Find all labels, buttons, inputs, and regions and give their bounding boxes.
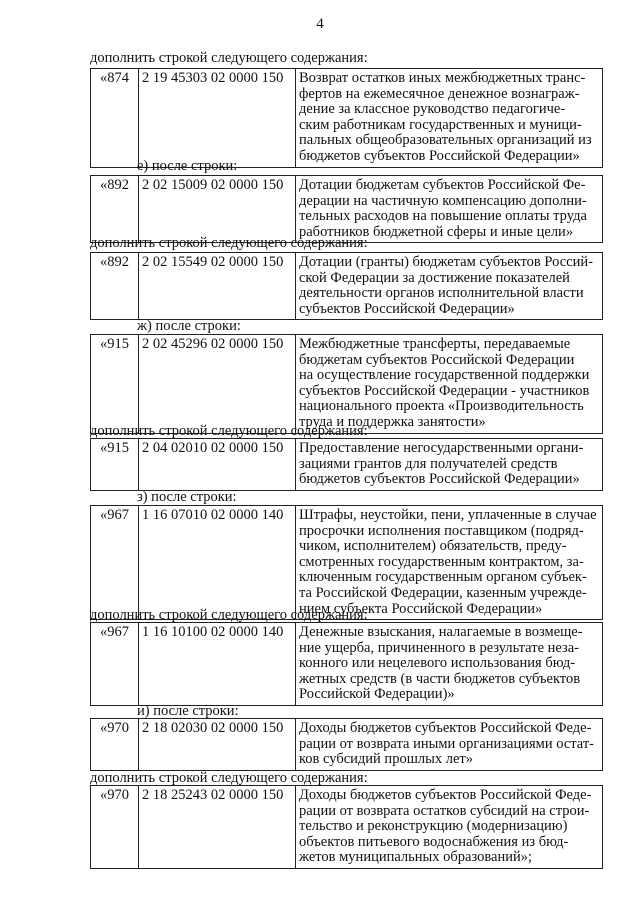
row-kbk: 2 04 02010 02 0000 150 <box>139 439 296 491</box>
table-row <box>90 68 603 168</box>
row-description: Возврат остатков иных межбюджетных транс- фертов на ежемесячное денежное вознаграж- дение за классное руководство педагогиче- ским работникам государственных и муници- пальных общеобразовательных организаций из бюджетов субъектов Российской Федерации» <box>296 69 603 168</box>
row-code: «892 <box>91 253 139 320</box>
row-kbk: 2 02 45296 02 0000 150 <box>139 335 296 434</box>
table-row <box>90 334 603 434</box>
row-description: Доходы бюджетов субъектов Российской Феде- рации от возврата остатков субсидий на строи- тельство и реконструкцию (модернизацию) объектов питьевого водоснабжения из бюд- жетов муниципальных образований»; <box>296 786 603 869</box>
row-kbk: 1 16 10100 02 0000 140 <box>139 623 296 706</box>
row-kbk: 2 18 25243 02 0000 150 <box>139 786 296 869</box>
intro-text: дополнить строкой следующего содержания: <box>90 770 368 786</box>
page-number: 4 <box>316 16 324 32</box>
intro-text: дополнить строкой следующего содержания: <box>90 423 368 439</box>
row-kbk: 2 02 15009 02 0000 150 <box>139 176 296 243</box>
intro-text: дополнить строкой следующего содержания: <box>90 50 368 66</box>
table-row <box>90 438 603 491</box>
row-description: Дотации (гранты) бюджетам субъектов Россий- ской Федерации за достижение показателей деятельности органов исполнительной власти субъектов Российской Федерации» <box>296 253 603 320</box>
row-kbk: 2 19 45303 02 0000 150 <box>139 69 296 168</box>
row-description: Межбюджетные трансферты, передаваемые бюджетам субъектов Российской Федерации на осуществление государственной поддержки субъектов Российской Федерации - участников национального проекта «Производительность труда и поддержка занятости» <box>296 335 603 434</box>
table-row <box>90 718 603 771</box>
intro-text: дополнить строкой следующего содержания: <box>90 607 368 623</box>
row-code: «874 <box>91 69 139 168</box>
table-row <box>90 175 603 243</box>
row-code: «892 <box>91 176 139 243</box>
intro-text: дополнить строкой следующего содержания: <box>90 235 368 251</box>
row-description: Доходы бюджетов субъектов Российской Феде- рации от возврата иными организациями остат- ков субсидий прошлых лет» <box>296 719 603 771</box>
intro-text: ж) после строки: <box>137 318 241 334</box>
row-code: «967 <box>91 623 139 706</box>
row-code: «970 <box>91 786 139 869</box>
row-code: «967 <box>91 506 139 620</box>
intro-text: е) после строки: <box>137 158 238 174</box>
row-description: Денежные взыскания, налагаемые в возмеще- ние ущерба, причиненного в результате неза- конного или нецелевого использования бюд- жетных средств (в части бюджетов субъектов Российской Федерации)» <box>296 623 603 706</box>
intro-text: з) после строки: <box>137 489 237 505</box>
table-row <box>90 505 603 620</box>
row-code: «915 <box>91 335 139 434</box>
table-row <box>90 785 603 869</box>
row-kbk: 2 02 15549 02 0000 150 <box>139 253 296 320</box>
row-code: «915 <box>91 439 139 491</box>
row-description: Предоставление негосударственными органи- зациями грантов для получателей средств бюджетов субъектов Российской Федерации» <box>296 439 603 491</box>
intro-text: и) после строки: <box>137 703 239 719</box>
row-description: Штрафы, неустойки, пени, уплаченные в случае просрочки исполнения поставщиком (подряд- чиком, исполнителем) обязательств, преду- смотренных государственным контрактом, за- ключенным государственным органом субъек- та Российской Федерации, казенным учрежде- нием субъекта Российской Федерации» <box>296 506 603 620</box>
row-code: «970 <box>91 719 139 771</box>
table-row <box>90 622 603 706</box>
row-kbk: 2 18 02030 02 0000 150 <box>139 719 296 771</box>
row-kbk: 1 16 07010 02 0000 140 <box>139 506 296 620</box>
table-row <box>90 252 603 320</box>
row-description: Дотации бюджетам субъектов Российской Фе- дерации на частичную компенсацию дополни- тельных расходов на повышение оплаты труда работников бюджетной сферы и иные цели» <box>296 176 603 243</box>
